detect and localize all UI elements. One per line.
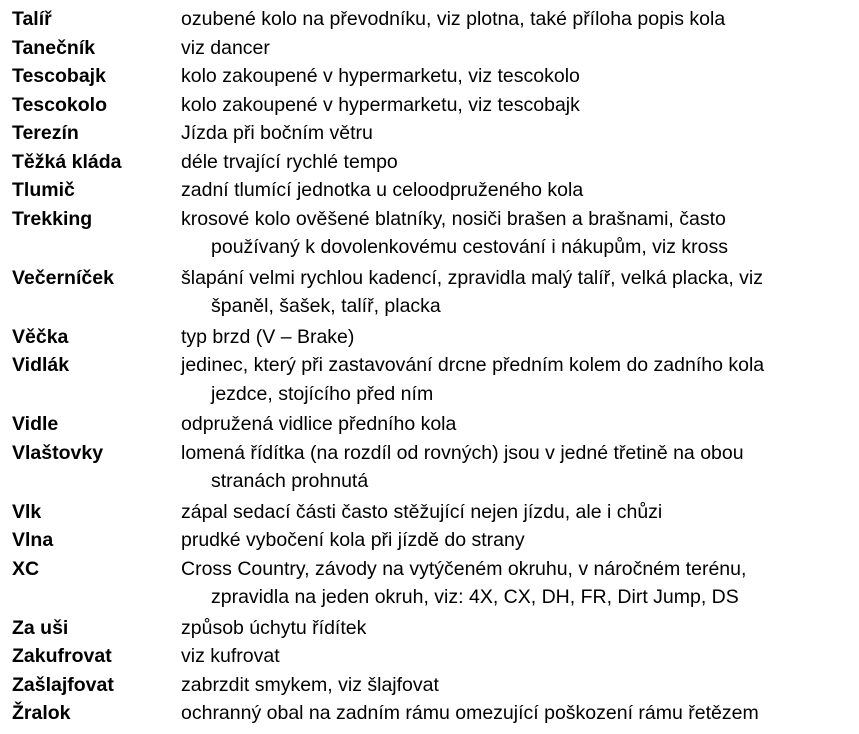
definition-line: déle trvající rychlé tempo [181, 150, 398, 173]
glossary-entry-talir [12, 5, 852, 34]
glossary-definition [181, 34, 852, 63]
glossary-entry-vlna [12, 526, 852, 555]
glossary-definition [181, 351, 852, 408]
glossary-definition [181, 62, 852, 91]
glossary-entry-tescokolo [12, 91, 852, 120]
definition-line: zabrzdit smykem, viz šlajfovat [181, 673, 439, 696]
glossary-entry-vecernicek [12, 264, 852, 321]
glossary-term: Věčka [12, 325, 69, 348]
definition-line: prudké vybočení kola při jízdě do strany [181, 529, 525, 551]
glossary-definition [181, 176, 852, 205]
definition-line: šlapání velmi rychlou kadencí, zpravidla malý talíř, velká placka, viz [181, 266, 763, 289]
glossary-entry-vidle [12, 410, 852, 439]
definition-line-continued: jezdce, stojícího před ním [211, 382, 434, 405]
definition-line: lomená řídítka (na rozdíl od rovných) jsou v jedné třetině na obou [181, 441, 744, 464]
glossary-definition [181, 555, 852, 612]
glossary-term: Vlaštovky [12, 441, 104, 464]
glossary-entry-tlumic [12, 176, 852, 205]
glossary-term: Tescokolo [12, 93, 107, 116]
glossary-term: Vlk [12, 500, 42, 523]
glossary-entry-trekking [12, 205, 852, 262]
glossary-entry-zralok [12, 699, 852, 728]
glossary-definition [181, 119, 852, 148]
glossary-definition [181, 205, 852, 262]
glossary-entry-tanecnik [12, 34, 852, 63]
glossary-term: Těžká kláda [12, 150, 122, 173]
glossary-term: Žralok [12, 702, 71, 724]
glossary-definition [181, 671, 852, 700]
definition-line-continued: stranách prohnutá [211, 470, 369, 492]
glossary-term: XC [12, 557, 40, 580]
glossary-definition [181, 264, 852, 321]
definition-line-continued: španěl, šašek, talíř, placka [211, 295, 441, 317]
glossary-term: Zakufrovat [12, 645, 112, 667]
glossary-definition [181, 699, 852, 728]
glossary-definition [181, 439, 852, 496]
glossary-term: Tescobajk [12, 65, 106, 87]
glossary-term: Vlna [12, 529, 54, 551]
glossary-entry-vlk [12, 498, 852, 527]
definition-line: krosové kolo ověšené blatníky, nosiči brašen a brašnami, často [181, 207, 726, 230]
glossary-term: Terezín [12, 122, 79, 144]
glossary-definition [181, 410, 852, 439]
definition-line: kolo zakoupené v hypermarketu, viz tescobajk [181, 93, 580, 116]
definition-line: ochranný obal na zadním rámu omezující poškození rámu řetězem [181, 702, 759, 724]
definition-line: ozubené kolo na převodníku, viz plotna, také příloha popis kola [181, 8, 726, 30]
definition-line: kolo zakoupené v hypermarketu, viz tescokolo [181, 65, 580, 87]
definition-line: viz dancer [181, 36, 270, 59]
glossary-entry-zakufrovat [12, 642, 852, 671]
glossary-term: Za uši [12, 616, 69, 639]
glossary-term: Tlumič [12, 179, 75, 201]
glossary-definition [181, 5, 852, 34]
glossary-entry-za-usi [12, 614, 852, 643]
definition-line: Jízda při bočním větru [181, 122, 373, 144]
definition-line: způsob úchytu řídítek [181, 616, 367, 639]
glossary-definition [181, 498, 852, 527]
glossary-definition [181, 323, 852, 352]
definition-line: viz kufrovat [181, 645, 280, 667]
glossary-term: Vidle [12, 413, 59, 435]
glossary-definition [181, 91, 852, 120]
glossary-entry-vidlak [12, 351, 852, 408]
glossary-entry-vecka [12, 323, 852, 352]
glossary-entry-tezka-klada [12, 148, 852, 177]
glossary-term: Tanečník [12, 36, 96, 59]
glossary-term: Talíř [12, 8, 52, 30]
definition-line: zápal sedací části často stěžující nejen jízdu, ale i chůzi [181, 500, 663, 523]
definition-line: typ brzd (V – Brake) [181, 325, 355, 348]
glossary-term: Zašlajfovat [12, 673, 114, 696]
glossary-list [12, 5, 852, 728]
definition-line: Cross Country, závody na vytýčeném okruhu, v náročném terénu, [181, 557, 747, 580]
glossary-entry-xc [12, 555, 852, 612]
glossary-definition [181, 642, 852, 671]
glossary-entry-tescobajk [12, 62, 852, 91]
glossary-term: Vidlák [12, 354, 70, 376]
definition-line: zadní tlumící jednotka u celoodpruženého kola [181, 179, 584, 201]
glossary-term: Trekking [12, 207, 93, 230]
definition-line: jedinec, který při zastavování drcne předním kolem do zadního kola [181, 354, 765, 376]
glossary-term: Večerníček [12, 266, 114, 289]
definition-line-continued: zpravidla na jeden okruh, viz: 4X, CX, DH, FR, Dirt Jump, DS [211, 586, 739, 608]
glossary-entry-zaslajfovat [12, 671, 852, 700]
glossary-definition [181, 614, 852, 643]
glossary-entry-vlastovky [12, 439, 852, 496]
glossary-definition [181, 148, 852, 177]
glossary-definition [181, 526, 852, 555]
definition-line: odpružená vidlice předního kola [181, 413, 457, 435]
glossary-entry-terezin [12, 119, 852, 148]
definition-line-continued: používaný k dovolenkovému cestování i nákupům, viz kross [211, 236, 729, 258]
